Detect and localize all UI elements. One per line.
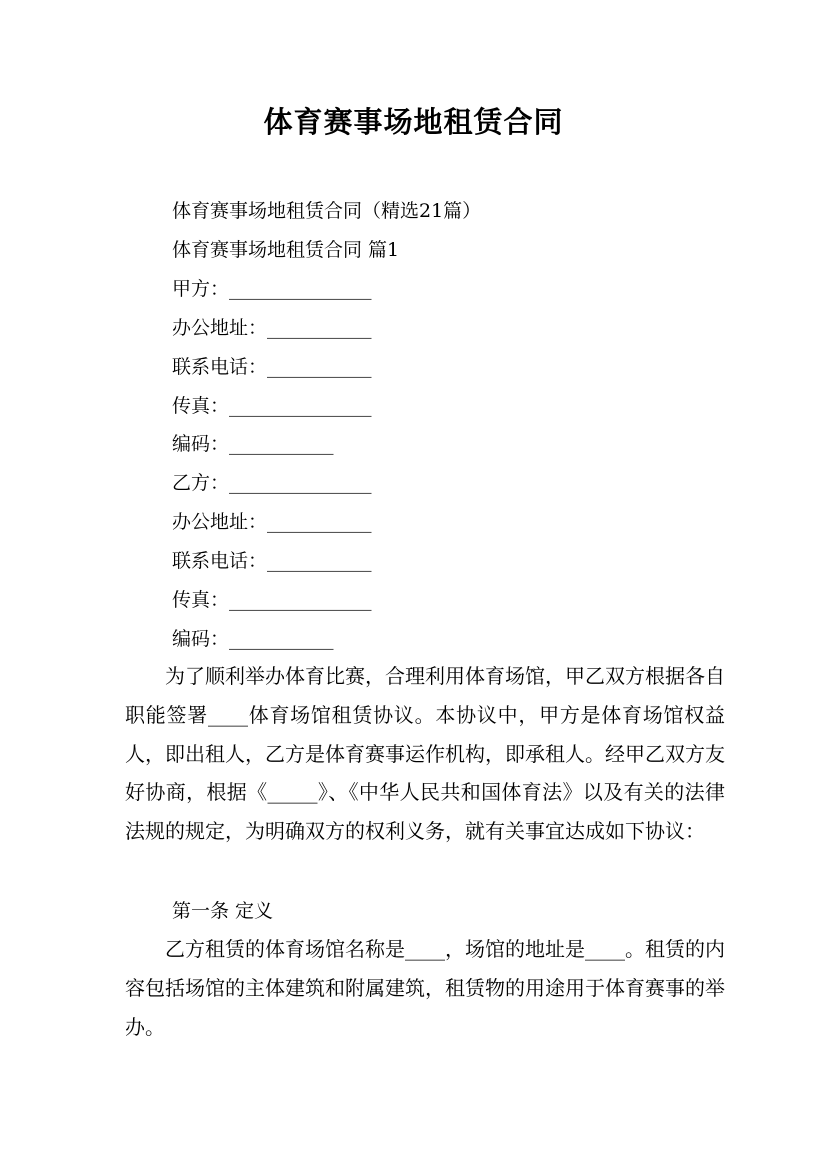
section-heading: 体育赛事场地租赁合同 篇1 xyxy=(172,239,400,261)
preamble-paragraph: 为了顺利举办体育比赛，合理利用体育场馆，甲乙双方根据各自职能签署____体育场馆租赁协议。本协议中，甲方是体育场馆权益人，即出租人，乙方是体育赛事运作机构，即承租人。经甲乙双方友好协商，根据《_____》、《中华人民共和国体育法》以及有关的法律法规的规定，为明确双方的权利义务，就有关事宜达成如下协议： xyxy=(125,664,725,844)
article-1-heading: 第一条 定义 xyxy=(172,900,274,922)
party-a-fax-field: 传真：_______________ xyxy=(172,395,372,417)
party-b-fax-field: 传真：_______________ xyxy=(172,589,372,611)
party-b-address-field: 办公地址：___________ xyxy=(172,511,372,533)
article-1-paragraph: 乙方租赁的体育场馆名称是____，场馆的地址是____。租赁的内容包括场馆的主体建筑和附属建筑，租赁物的用途用于体育赛事的举办。 xyxy=(125,937,725,1039)
party-a-phone-field: 联系电话：___________ xyxy=(172,356,372,378)
party-b-name-field: 乙方：_______________ xyxy=(172,472,372,494)
document-subtitle: 体育赛事场地租赁合同（精选21篇） xyxy=(172,200,482,222)
party-a-address-field: 办公地址：___________ xyxy=(172,317,372,339)
party-a-code-field: 编码：___________ xyxy=(172,433,334,455)
party-a-name-field: 甲方：_______________ xyxy=(172,278,372,300)
party-b-phone-field: 联系电话：___________ xyxy=(172,550,372,572)
party-b-code-field: 编码：___________ xyxy=(172,628,334,650)
document-title: 体育赛事场地租赁合同 xyxy=(263,105,564,139)
